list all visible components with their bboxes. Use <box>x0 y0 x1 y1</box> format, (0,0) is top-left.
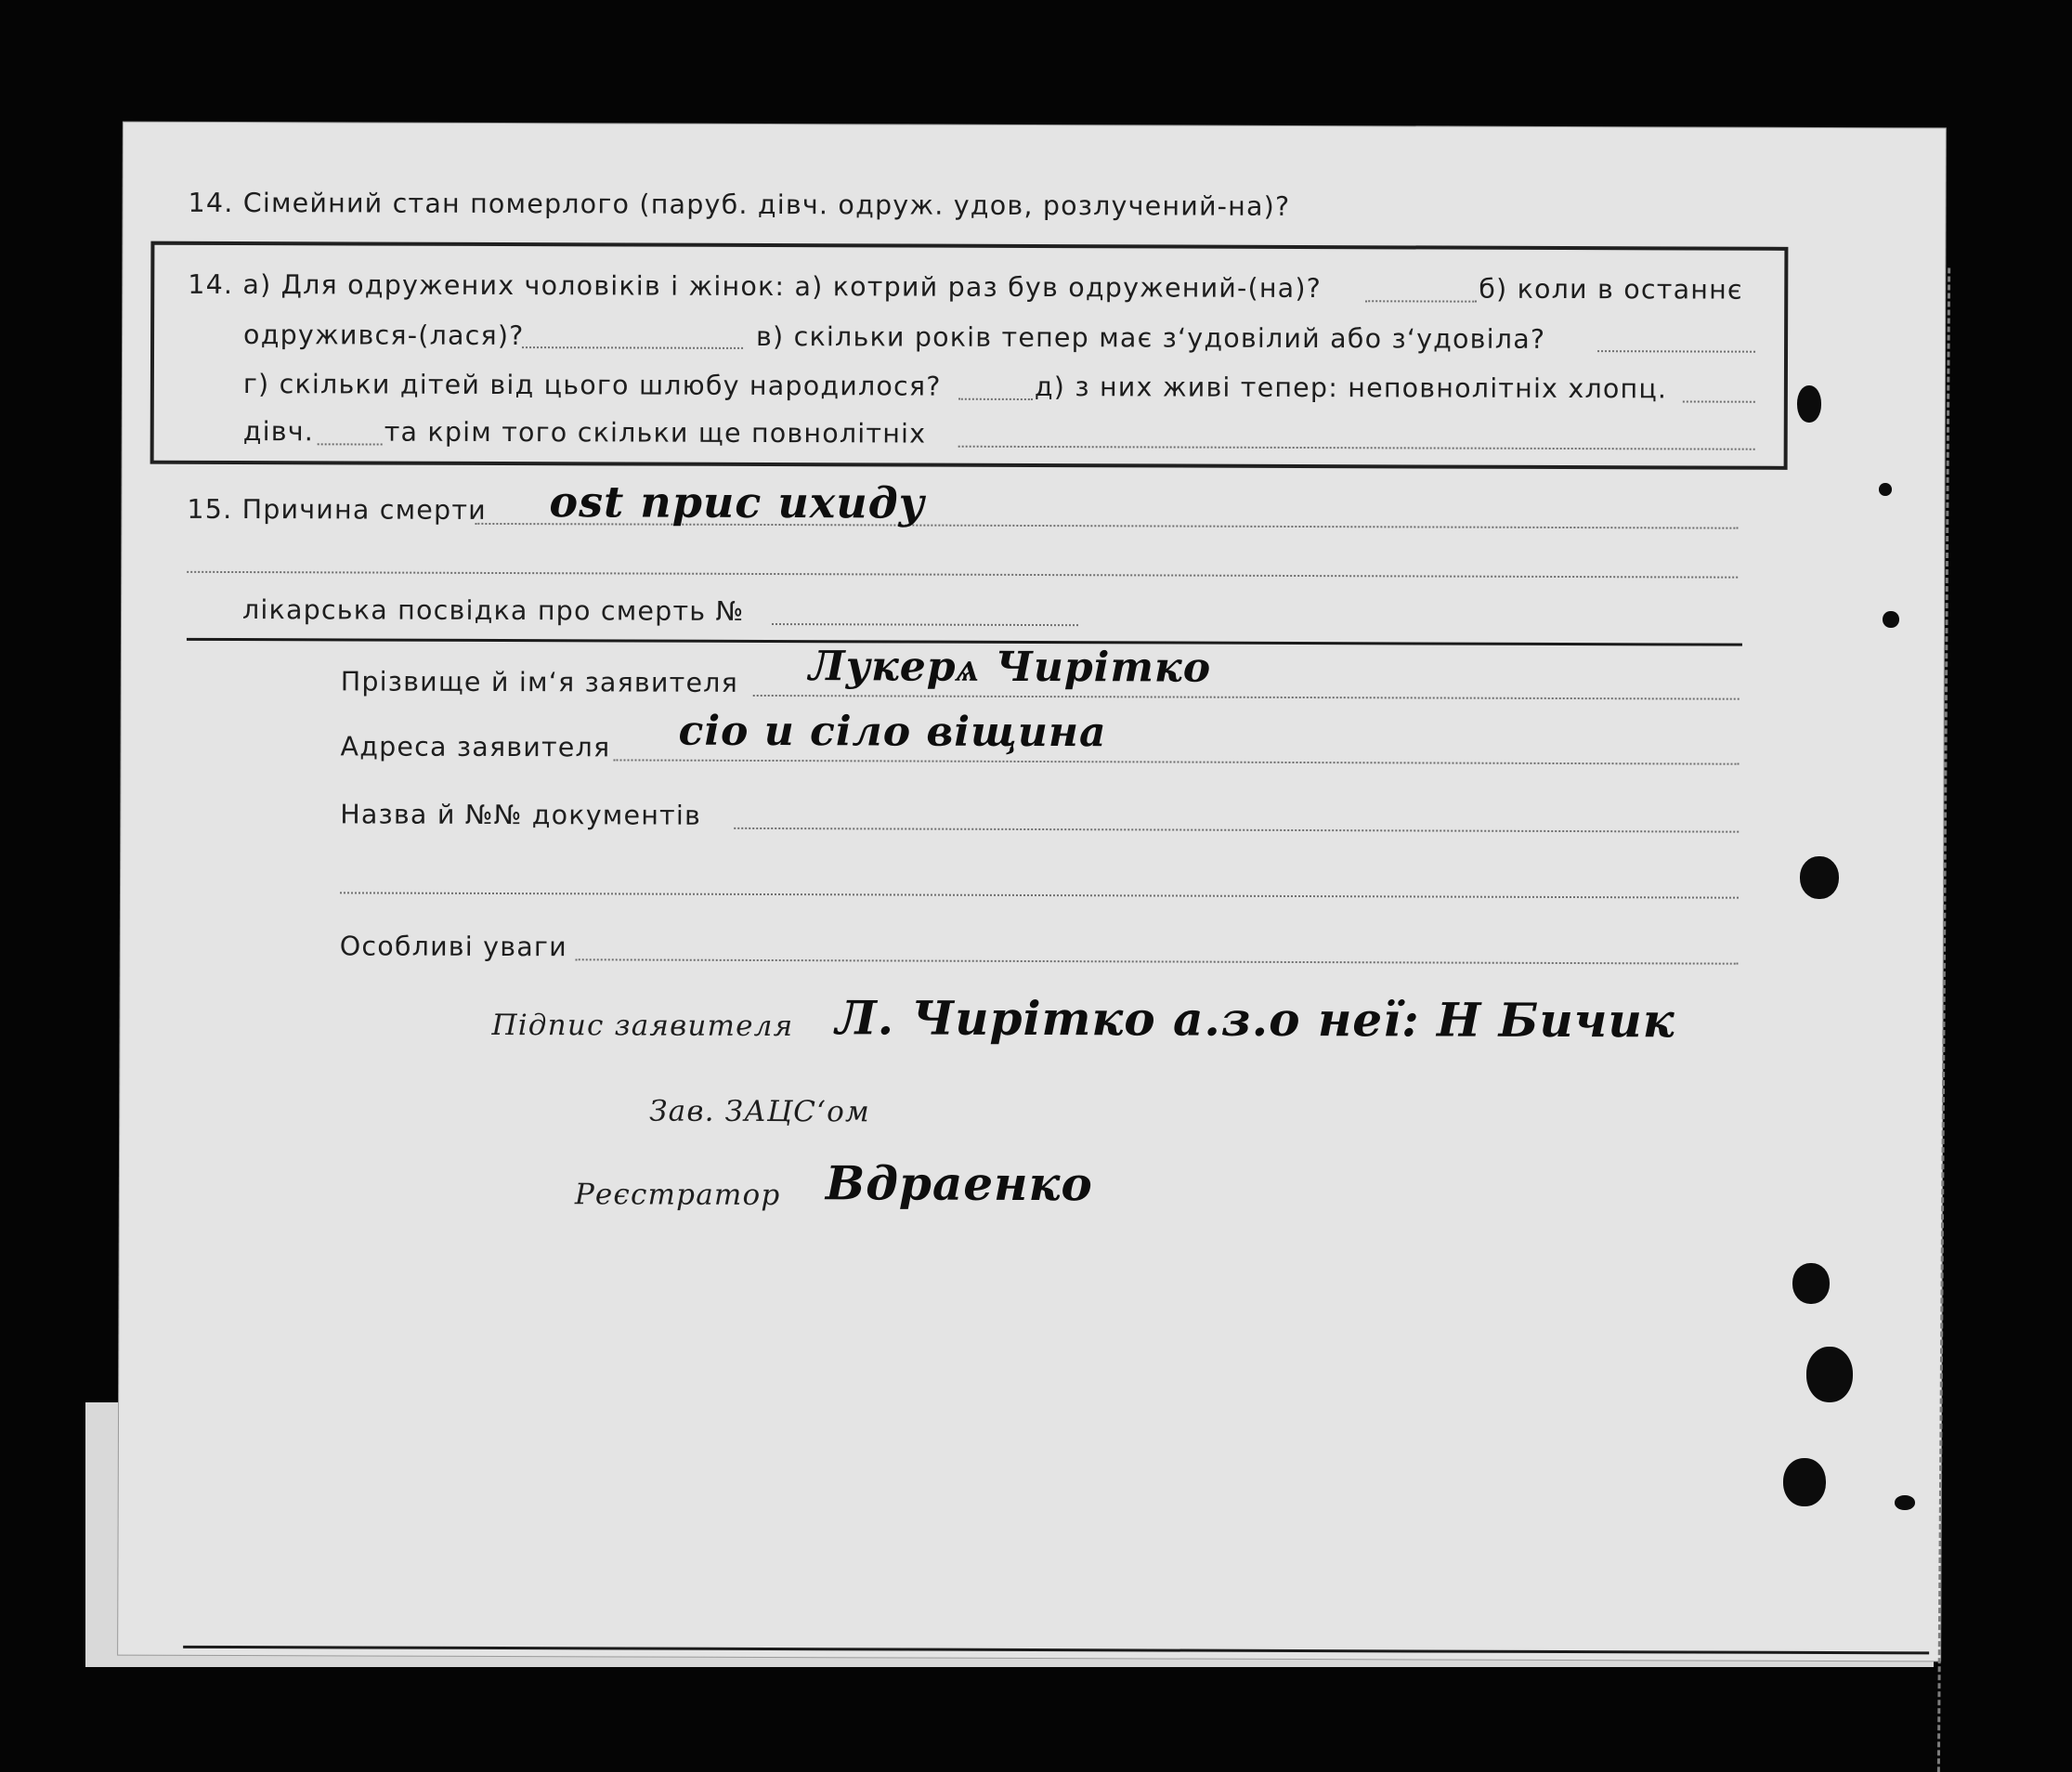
binding-hole <box>1797 385 1821 423</box>
handwritten-applicant-address: сіо и сіло віщина <box>678 707 1107 757</box>
applicant-name-label: Прізвище й ім‘я заявителя <box>340 666 739 698</box>
perforation-line <box>1937 267 1954 1772</box>
handwritten-applicant-signature: Л. Чирітко а.з.о неї: Н Бичик <box>835 990 1675 1049</box>
handwritten-applicant-name: Лукерѧ Чирітко <box>808 643 1212 692</box>
handwritten-cause-of-death: ost прис ихиду <box>549 476 926 528</box>
question-14a-line-2: одружився-(лася)? <box>243 319 525 352</box>
applicant-address-label: Адреса заявителя <box>340 731 611 763</box>
binding-hole <box>1895 1495 1915 1510</box>
answer-dots <box>340 892 1739 898</box>
question-14-marital-status: 14. Сімейний стан померлого (паруб. дівч. одруж. удов, розлучений-на)? <box>188 187 1291 222</box>
question-15-cause-of-death: 15. Причина смерти <box>187 493 487 526</box>
question-14a-line-3b: д) з них живі тепер: неповнолітніх хлопц. <box>1034 371 1668 405</box>
handwritten-registrar-signature: Вдраенко <box>825 1155 1093 1212</box>
binding-hole <box>1792 1263 1830 1304</box>
question-14a-line-1: 14. а) Для одружених чоловіків і жінок: а) котрий раз був одружений-(на)? <box>188 268 1323 305</box>
answer-dots <box>318 443 383 445</box>
binding-hole <box>1800 856 1839 899</box>
answer-dots <box>187 571 1738 579</box>
question-14a-line-4: дівч. <box>242 416 315 448</box>
binding-hole <box>1806 1347 1853 1402</box>
answer-dots <box>772 623 1078 626</box>
signature-label: Підпис заявителя <box>491 1008 794 1044</box>
answer-dots <box>1683 400 1755 402</box>
answer-dots <box>613 759 1739 764</box>
registrar-label: Реєстратор <box>574 1178 781 1213</box>
answer-dots <box>958 398 1033 400</box>
answer-dots <box>753 695 1740 700</box>
registry-head-label: Зав. ЗАЦС‘ом <box>649 1094 870 1129</box>
form-sheet <box>118 123 1946 1661</box>
answer-dots <box>576 958 1739 964</box>
question-14a-line-2b: в) скільки років тепер має з‘удовілий або з‘удовіла? <box>756 320 1546 355</box>
question-14a-line-4b: та крім того скільки ще повнолітніх <box>384 416 927 450</box>
binding-hole <box>1879 483 1892 496</box>
question-14a-line-3: г) скільки дітей від цього шлюбу народилося? <box>242 369 942 402</box>
medical-certificate-label: лікарська посвідка про смерть № <box>241 594 745 627</box>
documents-label: Назва й №№ документів <box>340 799 702 831</box>
remarks-label: Особливі уваги <box>339 931 567 963</box>
answer-dots <box>1365 300 1477 302</box>
bottom-border-line <box>183 1646 1929 1655</box>
answer-dots <box>734 827 1739 833</box>
binding-hole <box>1783 1458 1826 1506</box>
question-14a-line-1b: б) коли в останнє <box>1479 273 1743 306</box>
binding-hole <box>1883 611 1899 628</box>
